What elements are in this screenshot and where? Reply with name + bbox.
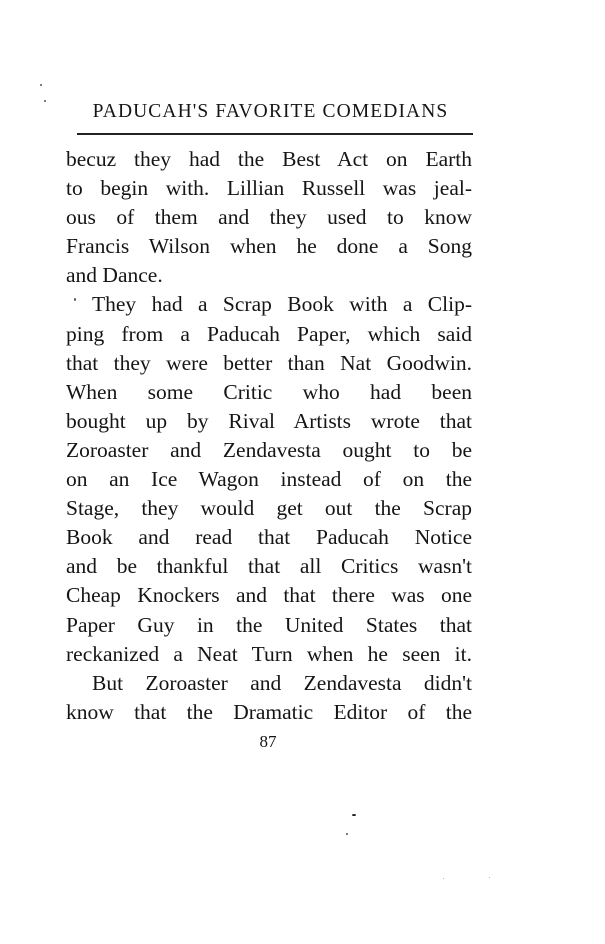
text-line: bought up by Rival Artists wrote that	[66, 408, 472, 433]
scan-speck	[489, 877, 490, 878]
scan-speck	[346, 833, 348, 835]
paragraph-first-line: But Zoroaster and Zendavesta didn't	[92, 670, 472, 695]
text-line: and be thankful that all Critics wasn't	[66, 554, 472, 579]
text-line: to begin with. Lillian Russell was jeal-	[66, 176, 472, 201]
text-line: ous of them and they used to know	[66, 205, 472, 230]
page-number: 87	[259, 732, 277, 751]
text-line: and Dance.	[66, 263, 163, 288]
paragraph-first-line: They had a Scrap Book with a Clip-	[92, 292, 472, 317]
running-head: PADUCAH'S FAVORITE COMEDIANS	[92, 101, 449, 122]
body-text	[66, 145, 472, 727]
text-line: When some Critic who had been	[66, 379, 472, 404]
text-line: Cheap Knockers and that there was one	[66, 583, 472, 608]
scan-speck	[40, 84, 42, 86]
text-line: that they were better than Nat Goodwin.	[66, 350, 472, 375]
text-line: becuz they had the Best Act on Earth	[66, 147, 472, 171]
text-line: Book and read that Paducah Notice	[66, 525, 472, 550]
scan-speck	[74, 298, 76, 301]
text-line: on an Ice Wagon instead of on the	[66, 467, 472, 492]
text-line: reckanized a Neat Turn when he seen it.	[66, 641, 472, 666]
text-line: Paper Guy in the United States that	[66, 612, 472, 637]
text-line: Zoroaster and Zendavesta ought to be	[66, 437, 472, 462]
scan-speck	[352, 814, 356, 816]
text-line: Francis Wilson when he done a Song	[66, 234, 472, 259]
scan-speck	[44, 100, 46, 102]
text-line: ping from a Paducah Paper, which said	[66, 321, 472, 346]
text-line: know that the Dramatic Editor of the	[66, 699, 472, 724]
header-rule	[77, 133, 473, 135]
text-line: Stage, they would get out the Scrap	[66, 496, 472, 521]
scan-speck	[443, 878, 444, 879]
